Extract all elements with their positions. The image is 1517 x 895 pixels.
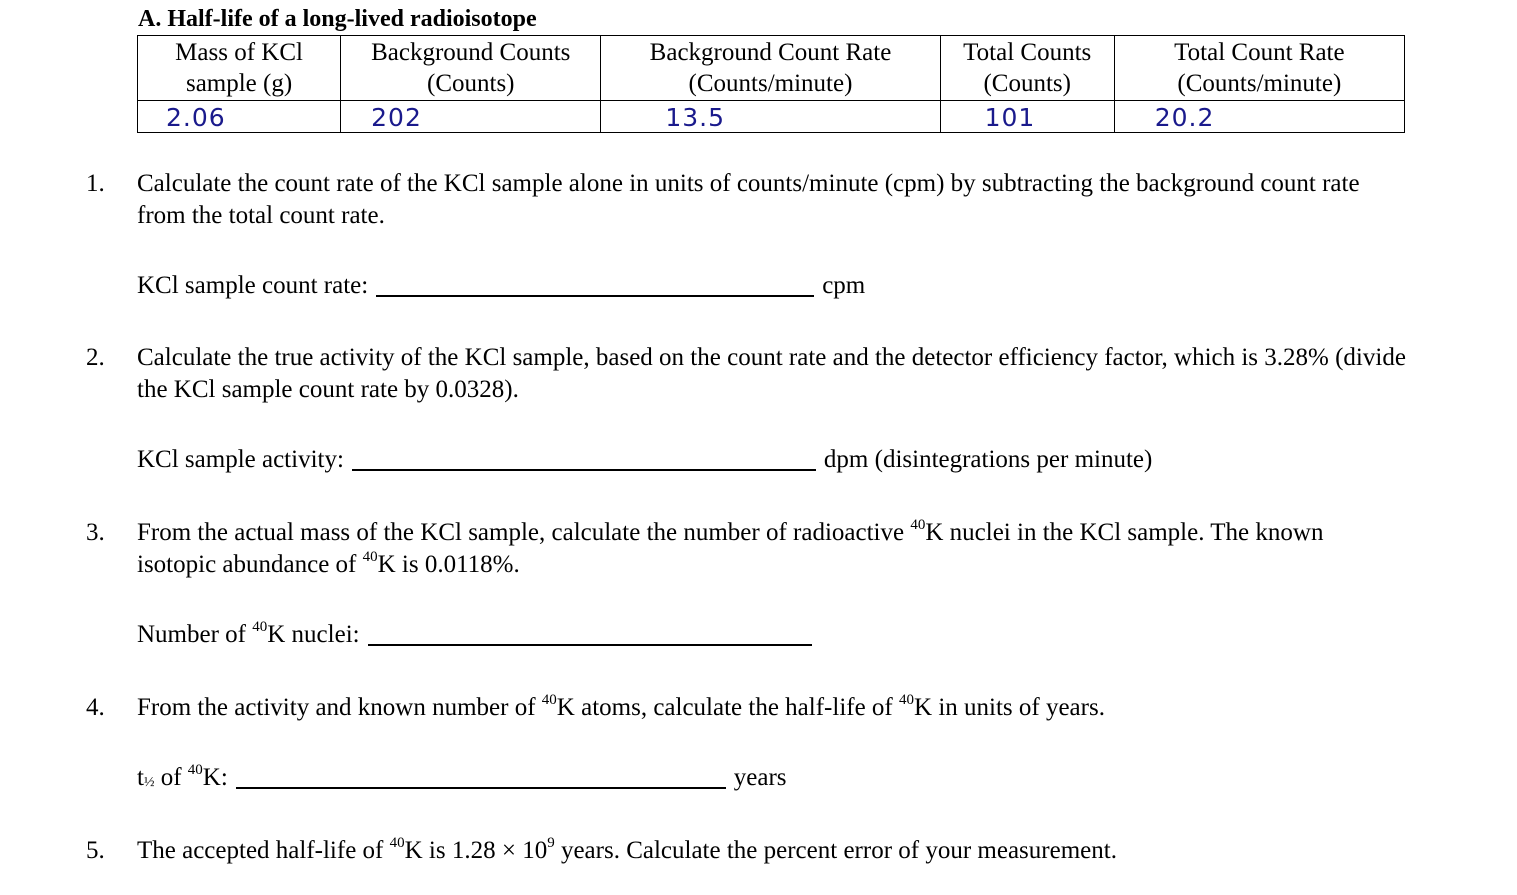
count-rate-answer-line[interactable] bbox=[376, 273, 814, 297]
data-table bbox=[137, 35, 1405, 133]
handwritten-background-counts: 202 bbox=[371, 103, 422, 132]
question-text: The accepted half-life of $^{40}$K is $1.28 \times 10^9$ years. Calculate the percent error of your measurement. bbox=[137, 834, 1117, 864]
answer-label: Number of $^{40}$K nuclei: bbox=[137, 618, 360, 648]
header-mass: Mass of KCl sample (g) bbox=[138, 36, 341, 101]
activity-answer-line[interactable] bbox=[352, 447, 816, 471]
question-2 bbox=[86, 342, 1406, 406]
header-background-count-rate: Background Count Rate (Counts/minute) bbox=[601, 36, 940, 101]
answer-unit: years bbox=[733, 764, 787, 791]
header-total-counts: Total Counts (Counts) bbox=[940, 36, 1114, 101]
question-1 bbox=[86, 168, 1406, 232]
answer-label: KCl sample count rate: bbox=[137, 272, 369, 299]
question-number: 1. bbox=[86, 170, 105, 197]
table-row bbox=[138, 101, 1405, 133]
cell-background-count-rate[interactable] bbox=[601, 101, 940, 133]
question-5 bbox=[86, 835, 1406, 867]
handwritten-total-count-rate: 20.2 bbox=[1154, 103, 1215, 132]
question-3 bbox=[86, 517, 1406, 581]
answer-label: t½ of $^{40}$K: bbox=[137, 761, 228, 791]
section-title: A. Half-life of a long-lived radioisotope bbox=[138, 6, 537, 32]
answer-4 bbox=[137, 761, 787, 799]
question-text: Calculate the true activity of the KCl sample, based on the count rate and the detector efficiency factor, which is 3.28% (divide the KCl sample count rate by 0.0328). bbox=[137, 344, 1406, 403]
nuclei-answer-line[interactable] bbox=[368, 622, 812, 646]
question-text: From the activity and known number of $^{40}$K atoms, calculate the half-life of $^{40}$K in units of years. bbox=[137, 691, 1105, 721]
handwritten-background-count-rate: 13.5 bbox=[665, 103, 726, 132]
cell-total-counts[interactable] bbox=[940, 101, 1114, 133]
cell-mass[interactable] bbox=[138, 101, 341, 133]
question-text: From the actual mass of the KCl sample, calculate the number of radioactive $^{40}$K nuclei in the KCl sample. The known isotopic abundance of $^{40}$K is 0.0118%. bbox=[137, 516, 1324, 578]
handwritten-mass: 2.06 bbox=[166, 103, 226, 132]
handwritten-total-counts: 101 bbox=[984, 103, 1036, 132]
answer-unit: dpm (disintegrations per minute) bbox=[823, 446, 1153, 473]
cell-total-count-rate[interactable] bbox=[1114, 101, 1404, 133]
cell-background-counts[interactable] bbox=[341, 101, 601, 133]
question-text: Calculate the count rate of the KCl sample alone in units of counts/minute (cpm) by subtracting the background count rate from the total count rate. bbox=[137, 170, 1360, 229]
question-4 bbox=[86, 692, 1406, 724]
header-background-counts: Background Counts (Counts) bbox=[341, 36, 601, 101]
header-total-count-rate: Total Count Rate (Counts/minute) bbox=[1114, 36, 1404, 101]
answer-2 bbox=[137, 443, 1152, 476]
answer-1 bbox=[137, 269, 865, 302]
question-number: 3. bbox=[86, 519, 105, 546]
question-number: 5. bbox=[86, 837, 105, 864]
answer-label: KCl sample activity: bbox=[137, 446, 344, 473]
answer-unit: cpm bbox=[822, 272, 866, 299]
answer-3 bbox=[137, 618, 820, 651]
question-number: 2. bbox=[86, 344, 105, 371]
question-number: 4. bbox=[86, 694, 105, 721]
table-header-row bbox=[138, 36, 1405, 101]
half-life-answer-line[interactable] bbox=[236, 765, 726, 789]
